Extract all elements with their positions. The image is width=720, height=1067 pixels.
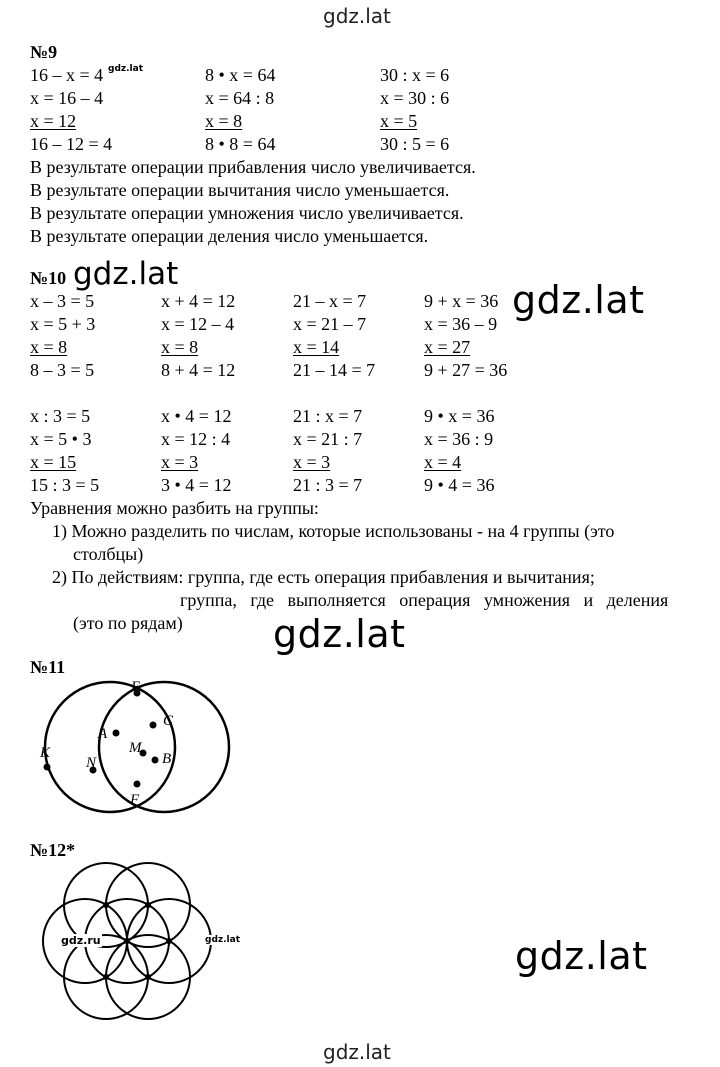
eq-line: 9 • x = 36 <box>424 406 495 426</box>
watermark-big-2: gdz.lat <box>273 612 406 656</box>
label-c: C <box>163 713 174 729</box>
diagram-circle-left <box>45 682 175 812</box>
eq-line: x = 5 + 3 <box>30 314 96 334</box>
label-b: B <box>162 751 172 767</box>
eq-line: 21 – x = 7 <box>293 291 367 311</box>
task10-groups-intro: Уравнения можно разбить на группы: <box>30 498 319 518</box>
diagram-point <box>166 938 172 944</box>
task12-number: №12* <box>30 840 76 860</box>
eq-line: x = 12 : 4 <box>161 429 231 449</box>
eq-check: 8 – 3 = 5 <box>30 360 95 380</box>
eq-line: 21 : x = 7 <box>293 406 363 426</box>
diagram-point <box>124 938 130 944</box>
eq-answer: x = 14 <box>293 337 340 357</box>
eq-check: 9 + 27 = 36 <box>424 360 508 380</box>
label-m: M <box>129 740 142 756</box>
eq-check: 8 + 4 = 12 <box>161 360 236 380</box>
watermark-tiny-3: gdz.lat <box>205 935 241 945</box>
eq-line: x = 36 – 9 <box>424 314 498 334</box>
eq-line: 9 + x = 36 <box>424 291 499 311</box>
eq-check: 15 : 3 = 5 <box>30 475 100 495</box>
label-k: K <box>40 745 51 761</box>
point-c <box>150 722 157 729</box>
diagram-point <box>145 974 151 980</box>
task10-item2-line3: (это по рядам) <box>73 613 183 633</box>
label-n: N <box>86 755 97 771</box>
task9-sentence: В результате операции умножения число увеличивается. <box>30 203 464 223</box>
eq-check: 21 – 14 = 7 <box>293 360 376 380</box>
task9-col3-check: 30 : 5 = 6 <box>380 134 450 154</box>
point-f <box>134 781 141 788</box>
task9-col1-line: 16 – x = 4 <box>30 65 104 85</box>
watermark-big-1: gdz.lat <box>512 278 645 322</box>
task11-number: №11 <box>30 657 66 677</box>
task9-col2-check: 8 • 8 = 64 <box>205 134 276 154</box>
eq-line: x = 5 • 3 <box>30 429 92 449</box>
task10-item2-line1: 2) По действиям: группа, где есть операция прибавления и вычитания; <box>52 567 595 587</box>
point-a <box>113 730 120 737</box>
point-b <box>152 757 159 764</box>
task10-item1-line1: 1) Можно разделить по числам, которые использованы - на 4 группы (это <box>52 521 615 541</box>
watermark-mid-1: gdz.lat <box>73 256 179 292</box>
eq-line: x = 21 : 7 <box>293 429 363 449</box>
task9-col2-line: x = 64 : 8 <box>205 88 275 108</box>
diagram-point <box>103 902 109 908</box>
task9-sentence: В результате операции деления число уменьшается. <box>30 226 429 246</box>
watermark-tiny-2: gdz.ru <box>61 934 101 947</box>
task9-col1-answer: x = 12 <box>30 111 77 131</box>
task9-col3-line: x = 30 : 6 <box>380 88 450 108</box>
watermark-top: gdz.lat <box>323 4 391 28</box>
eq-answer: x = 3 <box>293 452 331 472</box>
task9-col3-answer: x = 5 <box>380 111 418 131</box>
watermark-bottom: gdz.lat <box>323 1040 391 1064</box>
point-k <box>44 764 51 771</box>
eq-line: x + 4 = 12 <box>161 291 236 311</box>
task10-item2-line2: группа, где выполняется операция умножения и деления <box>180 590 669 610</box>
diagram-point <box>145 902 151 908</box>
eq-answer: x = 4 <box>424 452 462 472</box>
watermark-tiny-1: gdz.lat <box>108 64 144 74</box>
task9-col2-answer: x = 8 <box>205 111 243 131</box>
diagram-circle-right <box>99 682 229 812</box>
task9-number: №9 <box>30 42 58 62</box>
eq-check: 9 • 4 = 36 <box>424 475 495 495</box>
eq-line: x = 36 : 9 <box>424 429 494 449</box>
task9-sentence: В результате операции прибавления число увеличивается. <box>30 157 476 177</box>
diagram-point <box>103 974 109 980</box>
label-e: E <box>131 679 141 695</box>
eq-check: 3 • 4 = 12 <box>161 475 232 495</box>
eq-answer: x = 3 <box>161 452 199 472</box>
eq-answer: x = 8 <box>161 337 199 357</box>
eq-line: x – 3 = 5 <box>30 291 95 311</box>
eq-line: x : 3 = 5 <box>30 406 91 426</box>
eq-answer: x = 15 <box>30 452 77 472</box>
task9-col1-line: x = 16 – 4 <box>30 88 104 108</box>
watermark-big-3: gdz.lat <box>515 934 648 978</box>
task10-item1-line2: столбцы) <box>73 544 144 564</box>
task9-col3-line: 30 : x = 6 <box>380 65 450 85</box>
task9-col1-check: 16 – 12 = 4 <box>30 134 113 154</box>
task9-col2-line: 8 • x = 64 <box>205 65 276 85</box>
eq-answer: x = 8 <box>30 337 68 357</box>
task10-number: №10 <box>30 268 67 288</box>
label-f: F <box>130 792 140 808</box>
eq-answer: x = 27 <box>424 337 471 357</box>
eq-line: x • 4 = 12 <box>161 406 232 426</box>
eq-line: x = 21 – 7 <box>293 314 367 334</box>
eq-line: x = 12 – 4 <box>161 314 235 334</box>
label-a: A <box>98 726 108 742</box>
task9-sentence: В результате операции вычитания число уменьшается. <box>30 180 450 200</box>
eq-check: 21 : 3 = 7 <box>293 475 363 495</box>
